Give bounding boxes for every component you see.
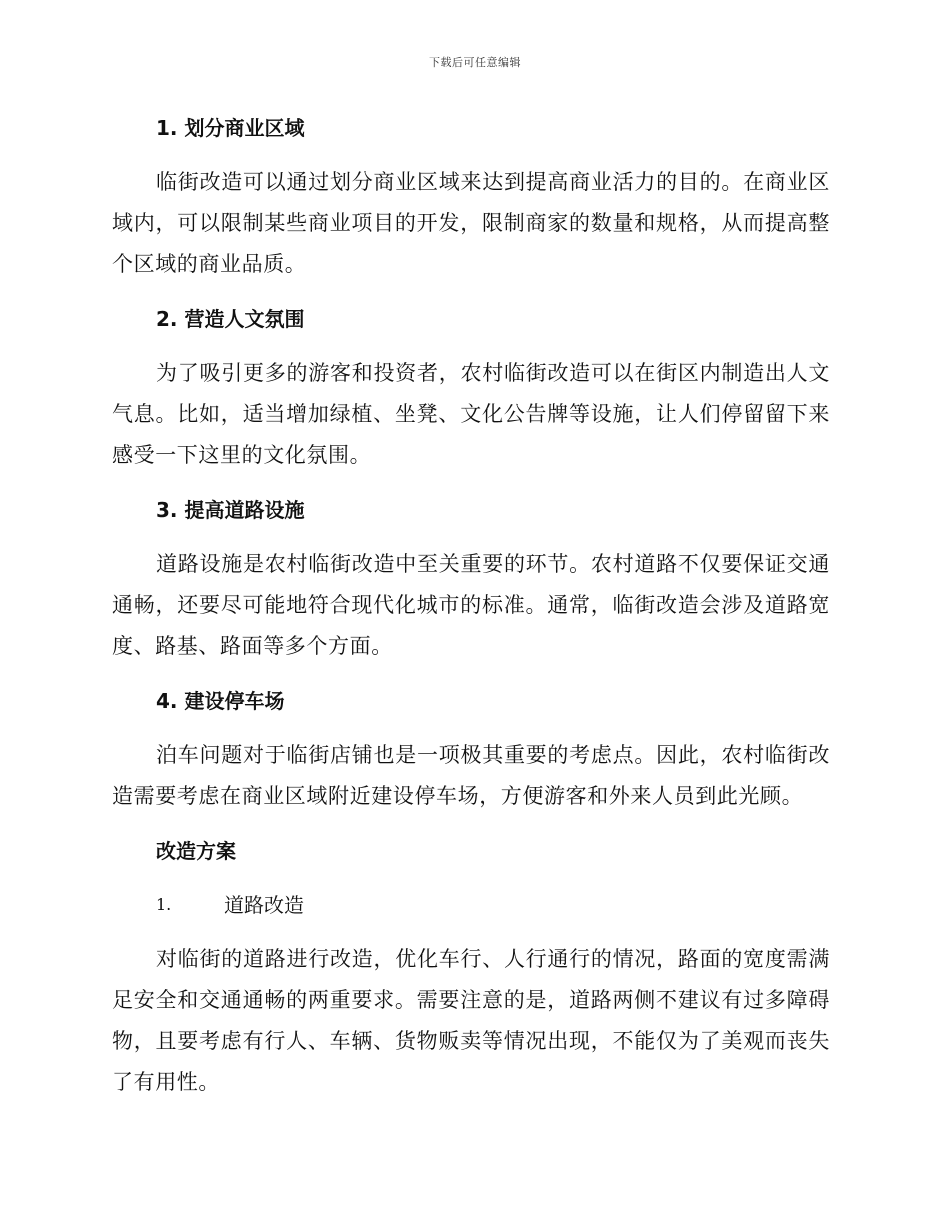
- section-paragraph: 泊车问题对于临街店铺也是一项极其重要的考虑点。因此，农村临街改造需要考虑在商业区域附近建设停车场，方便游客和外来人员到此光顾。: [112, 743, 830, 808]
- plan-heading: 改造方案: [156, 839, 236, 863]
- section-1: [112, 108, 830, 285]
- plan-item-paragraph: 对临街的道路进行改造，优化车行、人行通行的情况，路面的宽度需满足安全和交通通畅的两重要求。需要注意的是，道路两侧不建议有过多障碍物，且要考虑有行人、车辆、货物贩卖等情况出现，不能仅为了美观而丧失了有用性。: [112, 947, 830, 1094]
- section-heading: 3. 提高道路设施: [156, 498, 305, 522]
- section-heading: 2. 营造人文氛围: [156, 307, 305, 331]
- section-paragraph: 临街改造可以通过划分商业区域来达到提高商业活力的目的。在商业区域内，可以限制某些商业项目的开发，限制商家的数量和规格，从而提高整个区域的商业品质。: [112, 170, 830, 276]
- plan-item-number: 1.: [156, 895, 172, 914]
- section-2: [112, 299, 830, 476]
- section-paragraph: 道路设施是农村临街改造中至关重要的环节。农村道路不仅要保证交通通畅，还要尽可能地符合现代化城市的标准。通常，临街改造会涉及道路宽度、路基、路面等多个方面。: [112, 552, 830, 658]
- document-body: [112, 108, 830, 1117]
- plan-section: [112, 831, 830, 1103]
- plan-item-title: 道路改造: [224, 893, 304, 917]
- section-heading: 4. 建设停车场: [156, 689, 285, 713]
- section-heading: 1. 划分商业区域: [156, 116, 305, 140]
- section-paragraph: 为了吸引更多的游客和投资者，农村临街改造可以在街区内制造出人文气息。比如，适当增加绿植、坐凳、文化公告牌等设施，让人们停留留下来感受一下这里的文化氛围。: [112, 361, 830, 467]
- section-4: [112, 681, 830, 817]
- header-note: 下载后可任意编辑: [429, 56, 521, 69]
- plan-item-heading: [112, 885, 830, 925]
- section-3: [112, 490, 830, 667]
